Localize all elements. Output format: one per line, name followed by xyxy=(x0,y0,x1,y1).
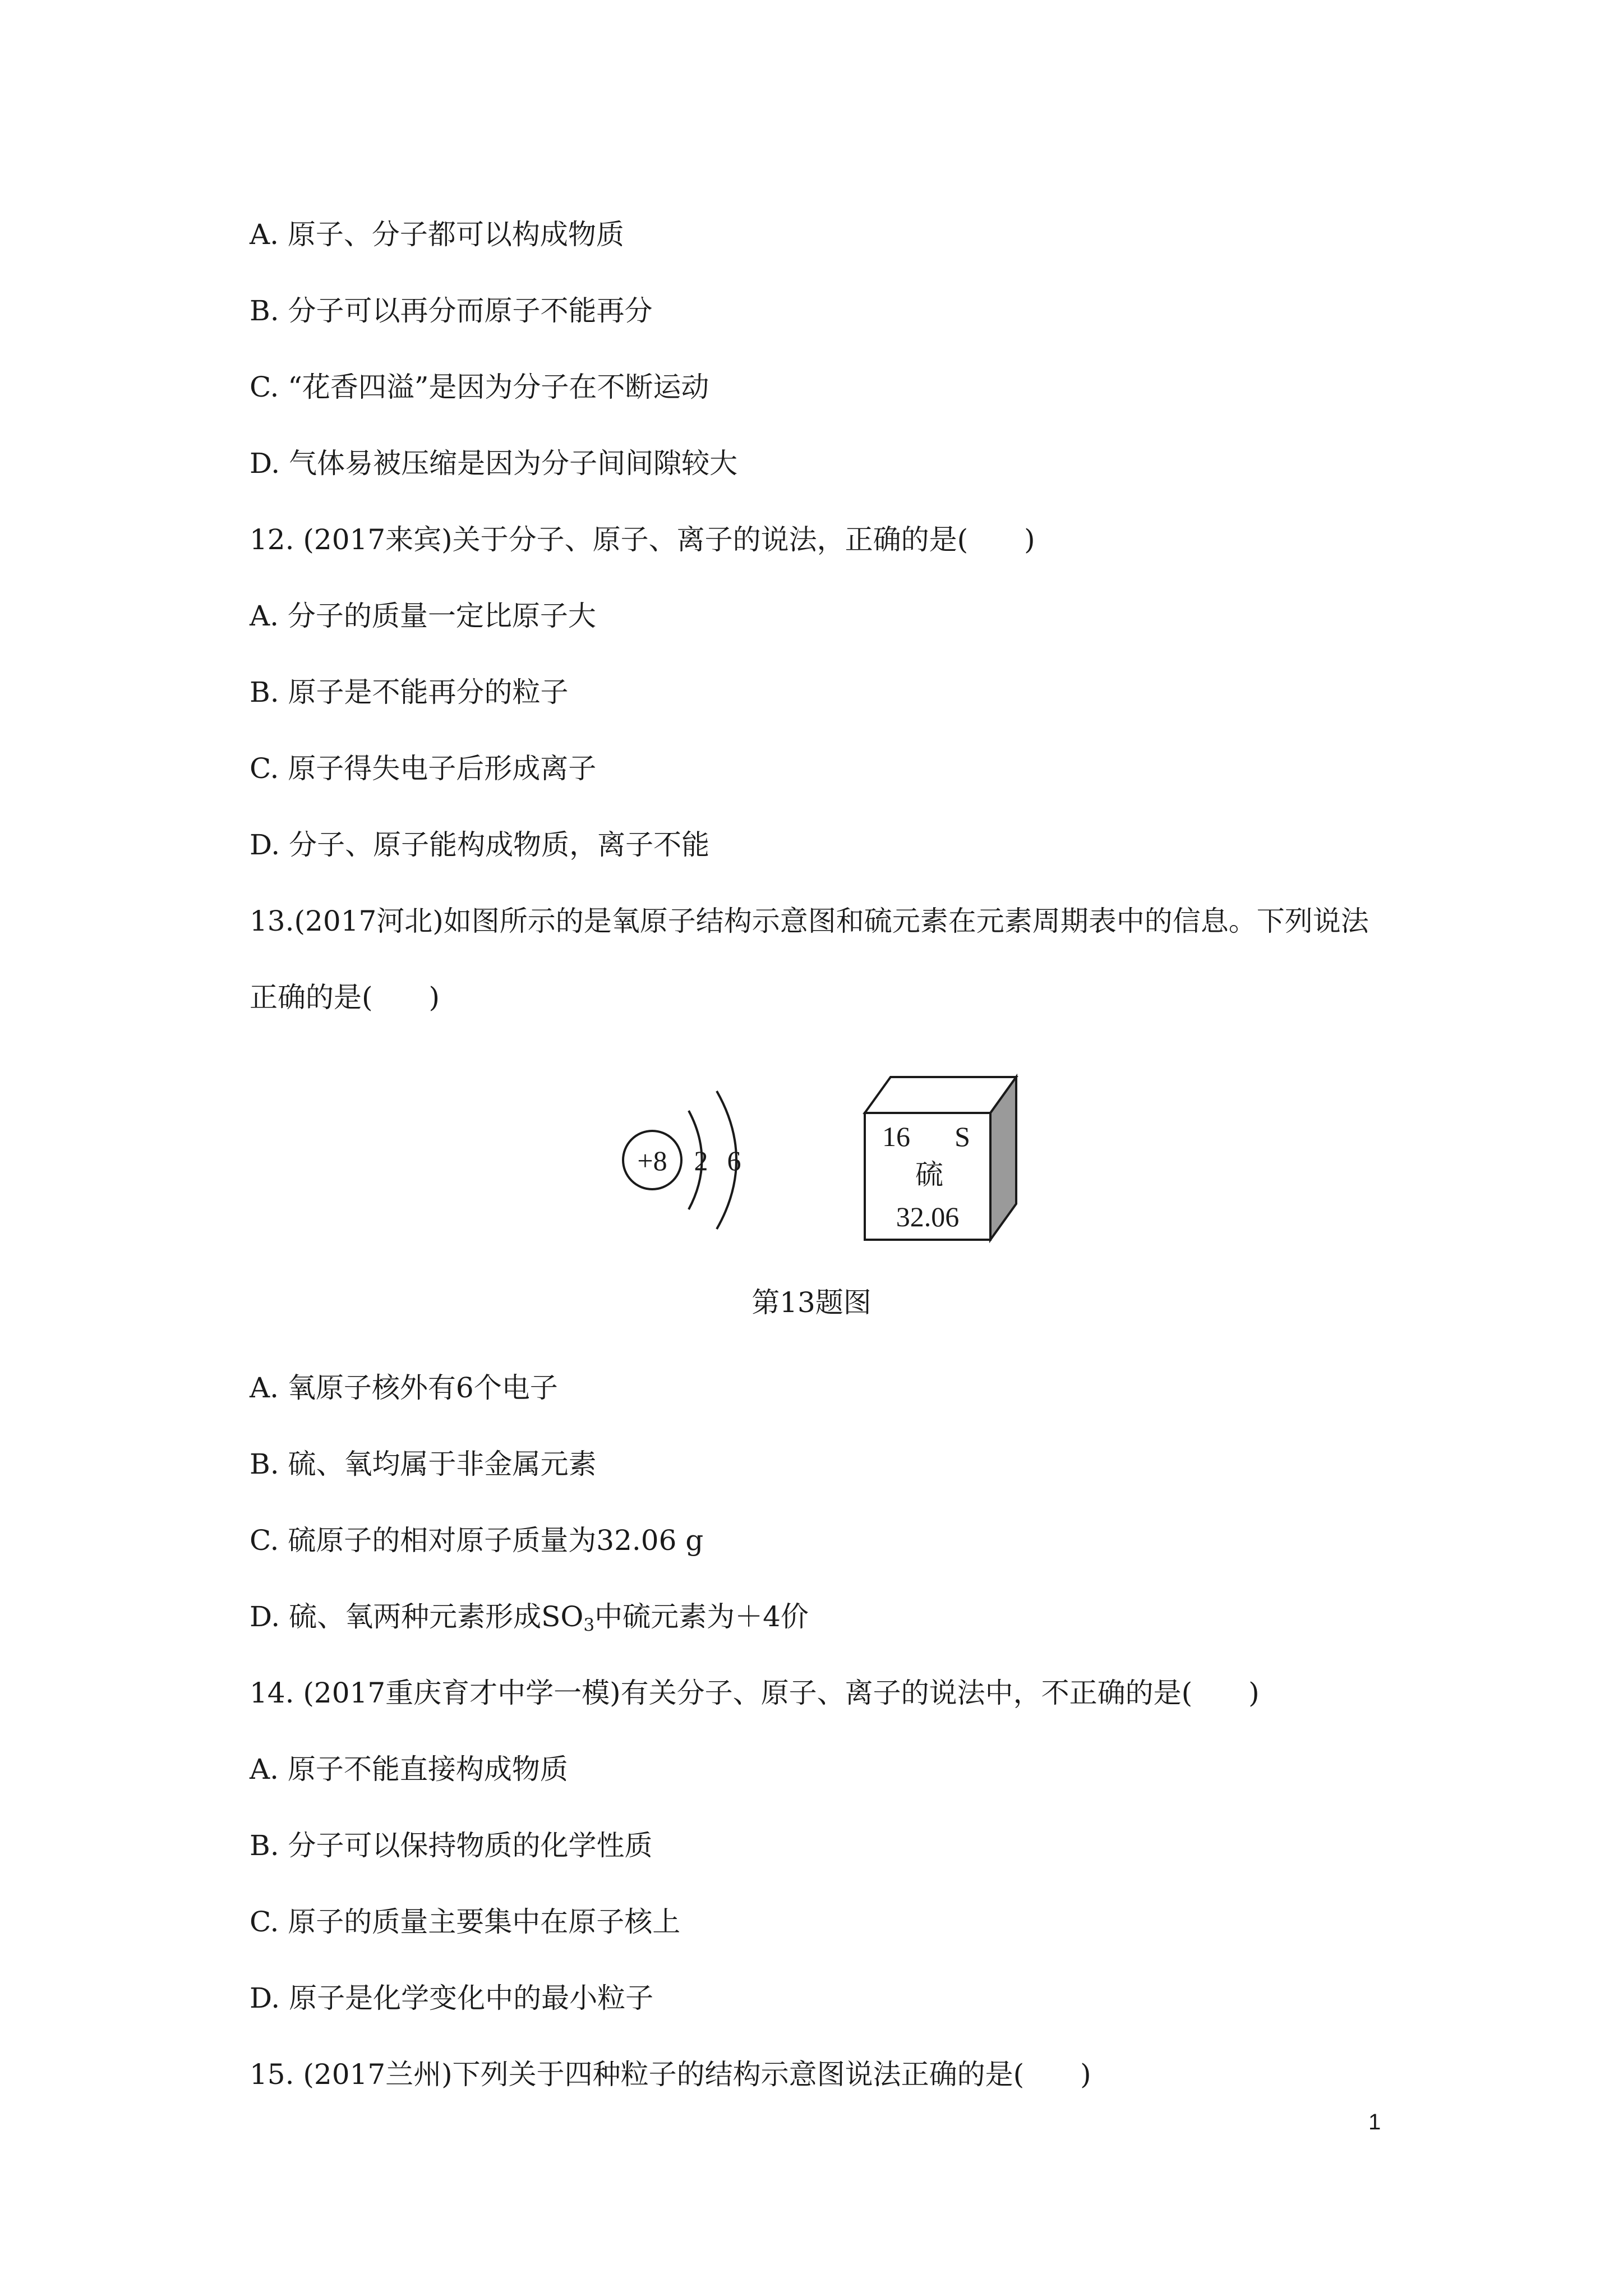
question-12-stem: 12. (2017来宾)关于分子、原子、离子的说法，正确的是( ) xyxy=(250,523,1035,556)
line-13c: C. 硫原子的相对原子质量为32.06 g xyxy=(250,1524,704,1557)
figure-svg xyxy=(606,1060,1032,1251)
line-13d-post: 中硫元素为＋4价 xyxy=(594,1600,809,1633)
shell-2-electrons: 6 xyxy=(727,1145,741,1176)
element-name: 硫 xyxy=(915,1158,943,1191)
element-symbol: S xyxy=(955,1121,970,1152)
line-11a: A. 原子、分子都可以构成物质 xyxy=(250,218,624,251)
line-11b: B. 分子可以再分而原子不能再分 xyxy=(250,295,653,327)
line-14c: C. 原子的质量主要集中在原子核上 xyxy=(250,1906,681,1938)
question-15-stem: 15. (2017兰州)下列关于四种粒子的结构示意图说法正确的是( ) xyxy=(250,2058,1091,2091)
line-13d xyxy=(250,1600,809,1634)
line-13b: B. 硫、氧均属于非金属元素 xyxy=(250,1448,597,1480)
line-12d: D. 分子、原子能构成物质，离子不能 xyxy=(250,829,710,861)
line-12a: A. 分子的质量一定比原子大 xyxy=(250,600,596,632)
sulfur-element-cell xyxy=(865,1077,1016,1240)
line-13d-sub: 3 xyxy=(583,1614,595,1635)
nucleus-label: +8 xyxy=(637,1145,667,1176)
line-14b: B. 分子可以保持物质的化学性质 xyxy=(250,1829,653,1862)
question-13-stem: 13.(2017河北)如图所示的是氧原子结构示意图和硫元素在元素周期表中的信息。下列说法 xyxy=(250,905,1369,937)
line-13d-pre: D. 硫、氧两种元素形成SO xyxy=(250,1600,584,1633)
atomic-number: 16 xyxy=(882,1121,910,1152)
line-11d: D. 气体易被压缩是因为分子间间隙较大 xyxy=(250,447,738,480)
question-13-figure xyxy=(606,1060,1032,1251)
line-11c: C. “花香四溢”是因为分子在不断运动 xyxy=(250,371,709,403)
atomic-mass: 32.06 xyxy=(896,1201,960,1232)
line-12c: C. 原子得失电子后形成离子 xyxy=(250,752,597,785)
page-number: 1 xyxy=(1368,2110,1381,2134)
figure-caption: 第13题图 xyxy=(751,1286,872,1319)
line-14a: A. 原子不能直接构成物质 xyxy=(250,1753,568,1786)
line-13a: A. 氧原子核外有6个电子 xyxy=(250,1372,558,1404)
line-14d: D. 原子是化学变化中的最小粒子 xyxy=(250,1982,654,2014)
question-14-stem: 14. (2017重庆育才中学一模)有关分子、原子、离子的说法中，不正确的是( ) xyxy=(250,1677,1260,1709)
question-13-stem-cont: 正确的是( ) xyxy=(250,981,440,1014)
shell-1-electrons: 2 xyxy=(694,1145,708,1176)
line-12b: B. 原子是不能再分的粒子 xyxy=(250,676,569,708)
oxygen-atom-diagram xyxy=(623,1091,741,1229)
